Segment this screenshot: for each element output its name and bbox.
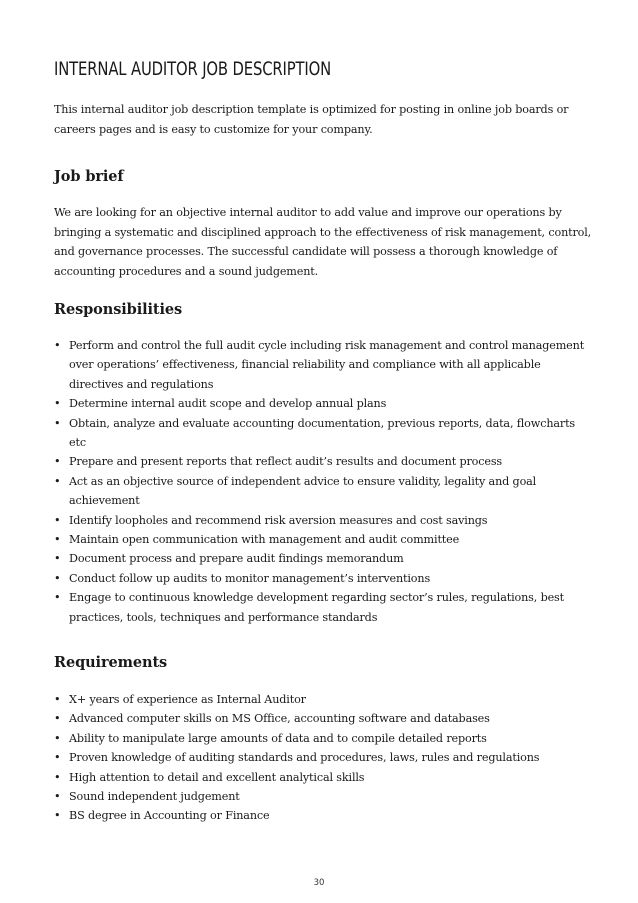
- list-item: • Advanced computer skills on MS Office, accounting software and databases: [54, 709, 586, 728]
- list-item: • Act as an objective source of independent advice to ensure validity, legality and goal achievement: [54, 472, 586, 511]
- list-item: • BS degree in Accounting or Finance: [54, 806, 586, 825]
- list-item: • Proven knowledge of auditing standards and procedures, laws, rules and regulations: [54, 748, 586, 767]
- list-item: • Ability to manipulate large amounts of data and to compile detailed reports: [54, 729, 586, 748]
- list-item: • Perform and control the full audit cycle including risk management and control management over operations’ effectiveness, financial reliability and compliance with all applicable directives and regulations: [54, 336, 586, 394]
- list-item: • High attention to detail and excellent analytical skills: [54, 768, 586, 787]
- intro-paragraph: This internal auditor job description template is optimized for posting in online job boards or careers pages and is easy to customize for your company.: [54, 103, 569, 136]
- page-title: INTERNAL AUDITOR JOB DESCRIPTION: [54, 58, 332, 80]
- page-number: 30: [313, 878, 325, 888]
- job-brief-heading: Job brief: [54, 168, 124, 185]
- list-item: • X+ years of experience as Internal Auditor: [54, 690, 586, 709]
- list-item: • Maintain open communication with management and audit committee: [54, 530, 586, 549]
- responsibilities-list: [54, 336, 586, 627]
- list-item: • Conduct follow up audits to monitor management’s interventions: [54, 569, 586, 588]
- job-brief-text: We are looking for an objective internal auditor to add value and improve our operations by bringing a systematic and disciplined approach to the effectiveness of risk management, control, and governance processes. The successful candidate will possess a thorough knowledge of accounting procedures and a sound judgement.: [54, 206, 592, 278]
- list-item: • Determine internal audit scope and develop annual plans: [54, 394, 586, 413]
- list-item: • Prepare and present reports that reflect audit’s results and document process: [54, 452, 586, 471]
- requirements-list: [54, 690, 586, 826]
- responsibilities-heading: Responsibilities: [54, 301, 183, 318]
- list-item: • Identify loopholes and recommend risk aversion measures and cost savings: [54, 511, 586, 530]
- list-item: • Obtain, analyze and evaluate accounting documentation, previous reports, data, flowcharts etc: [54, 414, 586, 453]
- requirements-heading: Requirements: [54, 654, 168, 671]
- list-item: • Document process and prepare audit findings memorandum: [54, 549, 586, 568]
- list-item: • Sound independent judgement: [54, 787, 586, 806]
- list-item: • Engage to continuous knowledge development regarding sector’s rules, regulations, best practices, tools, techniques and performance standards: [54, 588, 586, 627]
